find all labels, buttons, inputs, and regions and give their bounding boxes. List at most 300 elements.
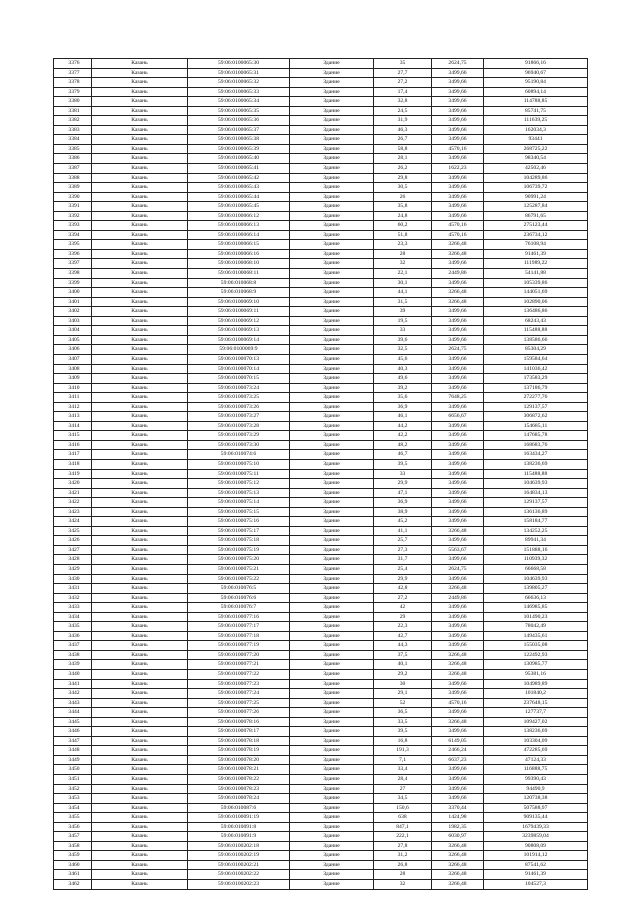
city-cell: Казань [92, 736, 188, 746]
table-row [54, 555, 588, 565]
value-cell: 137186,79 [484, 383, 588, 393]
row-number-cell: 3383 [54, 125, 92, 135]
table-row [54, 326, 588, 336]
rate-cell: 2466,24 [432, 746, 484, 756]
table-row [54, 345, 588, 355]
object-type-cell: Здание [290, 469, 374, 479]
area-cell: 27,2 [374, 593, 432, 603]
rate-cell: 3499,66 [432, 689, 484, 699]
rate-cell: 3266,48 [432, 650, 484, 660]
city-cell: Казань [92, 641, 188, 651]
table-row [54, 631, 588, 641]
value-cell: 139805,27 [484, 584, 588, 594]
cadastral-number-cell: 59:06:0100077:23 [188, 679, 290, 689]
value-cell: 102890,06 [484, 297, 588, 307]
cadastral-number-cell: 59:06:0100065:37 [188, 125, 290, 135]
area-cell: 638 [374, 813, 432, 823]
value-cell: 122492,93 [484, 650, 588, 660]
row-number-cell: 3407 [54, 354, 92, 364]
area-cell: 25,7 [374, 536, 432, 546]
city-cell: Казань [92, 412, 188, 422]
value-cell: 147685,78 [484, 431, 588, 441]
cadastral-number-cell: 59:06:0100065:40 [188, 154, 290, 164]
city-cell: Казань [92, 584, 188, 594]
cadastral-number-cell: 59:06:0100202:22 [188, 870, 290, 880]
city-cell: Казань [92, 517, 188, 527]
value-cell: 173583,29 [484, 374, 588, 384]
table-row [54, 116, 588, 126]
rate-cell: 6637,23 [432, 755, 484, 765]
value-cell: 129137,57 [484, 402, 588, 412]
table-row [54, 192, 588, 202]
cadastral-number-cell: 59:06:0100065:31 [188, 68, 290, 78]
object-type-cell: Здание [290, 144, 374, 154]
row-number-cell: 3458 [54, 841, 92, 851]
cadastral-number-cell: 59:06:0100069:10 [188, 297, 290, 307]
object-type-cell: Здание [290, 106, 374, 116]
table-row [54, 517, 588, 527]
area-cell: 29,9 [374, 574, 432, 584]
rate-cell: 3499,66 [432, 727, 484, 737]
rate-cell: 3499,66 [432, 431, 484, 441]
rate-cell: 4570,16 [432, 144, 484, 154]
table-row [54, 459, 588, 469]
table-row [54, 240, 588, 250]
area-cell: 29 [374, 612, 432, 622]
row-number-cell: 3398 [54, 269, 92, 279]
area-cell: 29,1 [374, 689, 432, 699]
value-cell: 66668,58 [484, 564, 588, 574]
city-cell: Казань [92, 421, 188, 431]
value-cell: 42502,46 [484, 164, 588, 174]
city-cell: Казань [92, 784, 188, 794]
value-cell: 68243,43 [484, 316, 588, 326]
area-cell: 33 [374, 326, 432, 336]
rate-cell: 3499,66 [432, 603, 484, 613]
object-type-cell: Здание [290, 125, 374, 135]
row-number-cell: 3427 [54, 545, 92, 555]
row-number-cell: 3445 [54, 717, 92, 727]
area-cell: 30,1 [374, 278, 432, 288]
table-row [54, 269, 588, 279]
rate-cell: 3499,66 [432, 469, 484, 479]
object-type-cell: Здание [290, 794, 374, 804]
cadastral-number-cell: 59:06:0100078:22 [188, 775, 290, 785]
area-cell: 35 [374, 59, 432, 69]
area-cell: 60,2 [374, 221, 432, 231]
row-number-cell: 3413 [54, 412, 92, 422]
table-row [54, 660, 588, 670]
table-row [54, 860, 588, 870]
rate-cell: 3499,66 [432, 374, 484, 384]
rate-cell: 3266,48 [432, 240, 484, 250]
cadastral-number-cell: 59:06:0100075:13 [188, 488, 290, 498]
area-cell: 31,2 [374, 851, 432, 861]
rate-cell: 3499,66 [432, 679, 484, 689]
rate-cell: 3499,66 [432, 354, 484, 364]
row-number-cell: 3391 [54, 202, 92, 212]
cadastral-number-cell: 59:06:010074:6 [188, 450, 290, 460]
cadastral-number-cell: 59:06:0100065:44 [188, 192, 290, 202]
cadastral-number-cell: 59:06:0100066:14 [188, 230, 290, 240]
object-type-cell: Здание [290, 584, 374, 594]
value-cell: 87541,62 [484, 860, 588, 870]
object-type-cell: Здание [290, 488, 374, 498]
area-cell: 33,4 [374, 765, 432, 775]
area-cell: 28,1 [374, 154, 432, 164]
object-type-cell: Здание [290, 670, 374, 680]
area-cell: 32 [374, 259, 432, 269]
city-cell: Казань [92, 794, 188, 804]
cadastral-number-cell: 59:06:010091:9 [188, 832, 290, 842]
area-cell: 33 [374, 469, 432, 479]
cadastral-number-cell: 59:06:0100070:13 [188, 354, 290, 364]
cadastral-number-cell: 59:06:0100075:11 [188, 469, 290, 479]
value-cell: 138236,69 [484, 727, 588, 737]
object-type-cell: Здание [290, 278, 374, 288]
row-number-cell: 3411 [54, 393, 92, 403]
table-row [54, 278, 588, 288]
city-cell: Казань [92, 87, 188, 97]
cadastral-number-cell: 59:06:0100077:21 [188, 660, 290, 670]
rate-cell: 2449,86 [432, 593, 484, 603]
city-cell: Казань [92, 564, 188, 574]
value-cell: 101490,23 [484, 612, 588, 622]
city-cell: Казань [92, 78, 188, 88]
table-row [54, 440, 588, 450]
city-cell: Казань [92, 173, 188, 183]
rate-cell: 2449,86 [432, 269, 484, 279]
cadastral-number-cell: 59:06:0100202:19 [188, 851, 290, 861]
area-cell: 41,1 [374, 526, 432, 536]
object-type-cell: Здание [290, 192, 374, 202]
city-cell: Казань [92, 545, 188, 555]
city-cell: Казань [92, 59, 188, 69]
object-type-cell: Здание [290, 440, 374, 450]
city-cell: Казань [92, 755, 188, 765]
object-type-cell: Здание [290, 603, 374, 613]
rate-cell: 3499,66 [432, 765, 484, 775]
table-row [54, 154, 588, 164]
object-type-cell: Здание [290, 269, 374, 279]
city-cell: Казань [92, 469, 188, 479]
table-row [54, 822, 588, 832]
area-cell: 45,6 [374, 354, 432, 364]
city-cell: Казань [92, 335, 188, 345]
value-cell: 163434,27 [484, 450, 588, 460]
area-cell: 30,5 [374, 183, 432, 193]
city-cell: Казань [92, 851, 188, 861]
cadastral-number-cell: 59:06:0100077:18 [188, 631, 290, 641]
area-cell: 39,5 [374, 459, 432, 469]
row-number-cell: 3392 [54, 211, 92, 221]
value-cell: 54141,88 [484, 269, 588, 279]
cadastral-number-cell: 59:06:0100075:10 [188, 459, 290, 469]
area-cell: 29,9 [374, 479, 432, 489]
area-cell: 45,2 [374, 517, 432, 527]
table-row [54, 393, 588, 403]
row-number-cell: 3394 [54, 230, 92, 240]
table-row [54, 183, 588, 193]
object-type-cell: Здание [290, 574, 374, 584]
object-type-cell: Здание [290, 326, 374, 336]
table-row [54, 679, 588, 689]
value-cell: 85741,75 [484, 106, 588, 116]
value-cell: 90991,24 [484, 192, 588, 202]
area-cell: 58,8 [374, 144, 432, 154]
table-row [54, 78, 588, 88]
area-cell: 27 [374, 784, 432, 794]
cadastral-number-cell: 59:06:0100077:16 [188, 612, 290, 622]
city-cell: Казань [92, 555, 188, 565]
cadastral-number-cell: 59:06:0100075:22 [188, 574, 290, 584]
row-number-cell: 3418 [54, 459, 92, 469]
value-cell: 104289,86 [484, 173, 588, 183]
area-cell: 38,9 [374, 507, 432, 517]
value-cell: 104989,89 [484, 679, 588, 689]
value-cell: 106739,72 [484, 183, 588, 193]
value-cell: 138236,69 [484, 459, 588, 469]
cadastral-number-cell: 59:06:0100066:16 [188, 249, 290, 259]
area-cell: 40,3 [374, 364, 432, 374]
area-cell: 26,2 [374, 164, 432, 174]
object-type-cell: Здание [290, 383, 374, 393]
table-row [54, 650, 588, 660]
object-type-cell: Здание [290, 689, 374, 699]
cadastral-number-cell: 59:06:0100075:18 [188, 536, 290, 546]
cadastral-number-cell: 59:06:0100073:30 [188, 440, 290, 450]
value-cell: 127737,7 [484, 708, 588, 718]
object-type-cell: Здание [290, 374, 374, 384]
row-number-cell: 3397 [54, 259, 92, 269]
object-type-cell: Здание [290, 316, 374, 326]
row-number-cell: 3420 [54, 479, 92, 489]
area-cell: 42 [374, 603, 432, 613]
object-type-cell: Здание [290, 230, 374, 240]
table-row [54, 479, 588, 489]
table-row [54, 851, 588, 861]
rate-cell: 3499,66 [432, 97, 484, 107]
row-number-cell: 3423 [54, 507, 92, 517]
row-number-cell: 3393 [54, 221, 92, 231]
cadastral-number-cell: 59:06:0100075:12 [188, 479, 290, 489]
area-cell: 191,3 [374, 746, 432, 756]
city-cell: Казань [92, 164, 188, 174]
row-number-cell: 3400 [54, 288, 92, 298]
rate-cell: 1982,35 [432, 822, 484, 832]
table-row [54, 765, 588, 775]
value-cell: 268725,22 [484, 144, 588, 154]
object-type-cell: Здание [290, 593, 374, 603]
area-cell: 42,7 [374, 631, 432, 641]
row-number-cell: 3390 [54, 192, 92, 202]
row-number-cell: 3382 [54, 116, 92, 126]
rate-cell: 3499,66 [432, 326, 484, 336]
row-number-cell: 3457 [54, 832, 92, 842]
rate-cell: 3266,48 [432, 670, 484, 680]
rate-cell: 3499,66 [432, 307, 484, 317]
area-cell: 17,4 [374, 87, 432, 97]
object-type-cell: Здание [290, 288, 374, 298]
area-cell: 32 [374, 880, 432, 890]
area-cell: 26,7 [374, 135, 432, 145]
value-cell: 136486,86 [484, 307, 588, 317]
cadastral-number-cell: 59:06:0100073:27 [188, 412, 290, 422]
cadastral-number-cell: 59:06:0100065:34 [188, 97, 290, 107]
city-cell: Казань [92, 154, 188, 164]
city-cell: Казань [92, 631, 188, 641]
object-type-cell: Здание [290, 154, 374, 164]
row-number-cell: 3446 [54, 727, 92, 737]
object-type-cell: Здание [290, 173, 374, 183]
city-cell: Казань [92, 393, 188, 403]
area-cell: 26 [374, 192, 432, 202]
rate-cell: 3266,48 [432, 860, 484, 870]
cadastral-number-cell: 59:06:0100075:19 [188, 545, 290, 555]
table-row [54, 412, 588, 422]
value-cell: 138586,66 [484, 335, 588, 345]
rate-cell: 4570,16 [432, 230, 484, 240]
row-number-cell: 3452 [54, 784, 92, 794]
row-number-cell: 3439 [54, 660, 92, 670]
row-number-cell: 3404 [54, 326, 92, 336]
cadastral-number-cell: 59:06:0100070:15 [188, 374, 290, 384]
area-cell: 28,4 [374, 775, 432, 785]
table-row [54, 288, 588, 298]
row-number-cell: 3426 [54, 536, 92, 546]
cadastral-number-cell: 59:06:0100077:19 [188, 641, 290, 651]
value-cell: 134252,25 [484, 526, 588, 536]
value-cell: 110939,32 [484, 555, 588, 565]
table-body [54, 59, 588, 890]
area-cell: 222,1 [374, 832, 432, 842]
city-cell: Казань [92, 717, 188, 727]
value-cell: 149435,61 [484, 631, 588, 641]
area-cell: 44,1 [374, 288, 432, 298]
row-number-cell: 3396 [54, 249, 92, 259]
rate-cell: 4570,16 [432, 698, 484, 708]
row-number-cell: 3434 [54, 612, 92, 622]
value-cell: 96940,67 [484, 68, 588, 78]
row-number-cell: 3384 [54, 135, 92, 145]
rate-cell: 3499,66 [432, 450, 484, 460]
city-cell: Казань [92, 297, 188, 307]
city-cell: Казань [92, 870, 188, 880]
city-cell: Казань [92, 278, 188, 288]
object-type-cell: Здание [290, 402, 374, 412]
table-row [54, 536, 588, 546]
rate-cell: 3499,66 [432, 631, 484, 641]
value-cell: 236734,12 [484, 230, 588, 240]
city-cell: Казань [92, 832, 188, 842]
rate-cell: 3499,66 [432, 183, 484, 193]
object-type-cell: Здание [290, 612, 374, 622]
table-row [54, 584, 588, 594]
row-number-cell: 3447 [54, 736, 92, 746]
rate-cell: 3499,66 [432, 116, 484, 126]
area-cell: 47,1 [374, 488, 432, 498]
city-cell: Казань [92, 383, 188, 393]
area-cell: 35,6 [374, 393, 432, 403]
city-cell: Казань [92, 135, 188, 145]
row-number-cell: 3444 [54, 708, 92, 718]
row-number-cell: 3380 [54, 97, 92, 107]
cadastral-number-cell: 59:06:0100073:24 [188, 383, 290, 393]
rate-cell: 3499,66 [432, 192, 484, 202]
value-cell: 101914,12 [484, 851, 588, 861]
rate-cell: 3499,66 [432, 536, 484, 546]
row-number-cell: 3448 [54, 746, 92, 756]
row-number-cell: 3414 [54, 421, 92, 431]
city-cell: Казань [92, 670, 188, 680]
row-number-cell: 3450 [54, 765, 92, 775]
object-type-cell: Здание [290, 679, 374, 689]
cadastral-number-cell: 59:06:0100202:18 [188, 841, 290, 851]
object-type-cell: Здание [290, 641, 374, 651]
city-cell: Казань [92, 211, 188, 221]
object-type-cell: Здание [290, 880, 374, 890]
value-cell: 95190,84 [484, 78, 588, 88]
rate-cell: 3266,48 [432, 584, 484, 594]
row-number-cell: 3437 [54, 641, 92, 651]
object-type-cell: Здание [290, 240, 374, 250]
table-row [54, 297, 588, 307]
row-number-cell: 3378 [54, 78, 92, 88]
area-cell: 19,5 [374, 316, 432, 326]
object-type-cell: Здание [290, 507, 374, 517]
object-type-cell: Здание [290, 364, 374, 374]
area-cell: 44,3 [374, 641, 432, 651]
table-row [54, 307, 588, 317]
object-type-cell: Здание [290, 164, 374, 174]
value-cell: 144051,69 [484, 288, 588, 298]
table-row [54, 211, 588, 221]
row-number-cell: 3454 [54, 803, 92, 813]
table-row [54, 354, 588, 364]
city-cell: Казань [92, 202, 188, 212]
value-cell: 111989,22 [484, 259, 588, 269]
rate-cell: 3266,48 [432, 880, 484, 890]
value-cell: 141036,42 [484, 364, 588, 374]
object-type-cell: Здание [290, 660, 374, 670]
rate-cell: 6030,97 [432, 832, 484, 842]
cadastral-number-cell: 59:06:010091:8 [188, 822, 290, 832]
rate-cell: 2624,75 [432, 59, 484, 69]
table-row [54, 173, 588, 183]
rate-cell: 3499,66 [432, 459, 484, 469]
value-cell: 104639,93 [484, 574, 588, 584]
city-cell: Казань [92, 221, 188, 231]
area-cell: 31,9 [374, 116, 432, 126]
city-cell: Казань [92, 488, 188, 498]
area-cell: 49,6 [374, 374, 432, 384]
cadastral-number-cell: 59:06:0100078:21 [188, 765, 290, 775]
area-cell: 847,1 [374, 822, 432, 832]
city-cell: Казань [92, 125, 188, 135]
cadastral-number-cell: 59:06:0100075:14 [188, 498, 290, 508]
object-type-cell: Здание [290, 335, 374, 345]
city-cell: Казань [92, 708, 188, 718]
object-type-cell: Здание [290, 135, 374, 145]
city-cell: Казань [92, 106, 188, 116]
area-cell: 28 [374, 870, 432, 880]
value-cell: 115488,88 [484, 326, 588, 336]
city-cell: Казань [92, 660, 188, 670]
table-row [54, 841, 588, 851]
value-cell: 159584,64 [484, 354, 588, 364]
area-cell: 29,8 [374, 173, 432, 183]
row-number-cell: 3387 [54, 164, 92, 174]
